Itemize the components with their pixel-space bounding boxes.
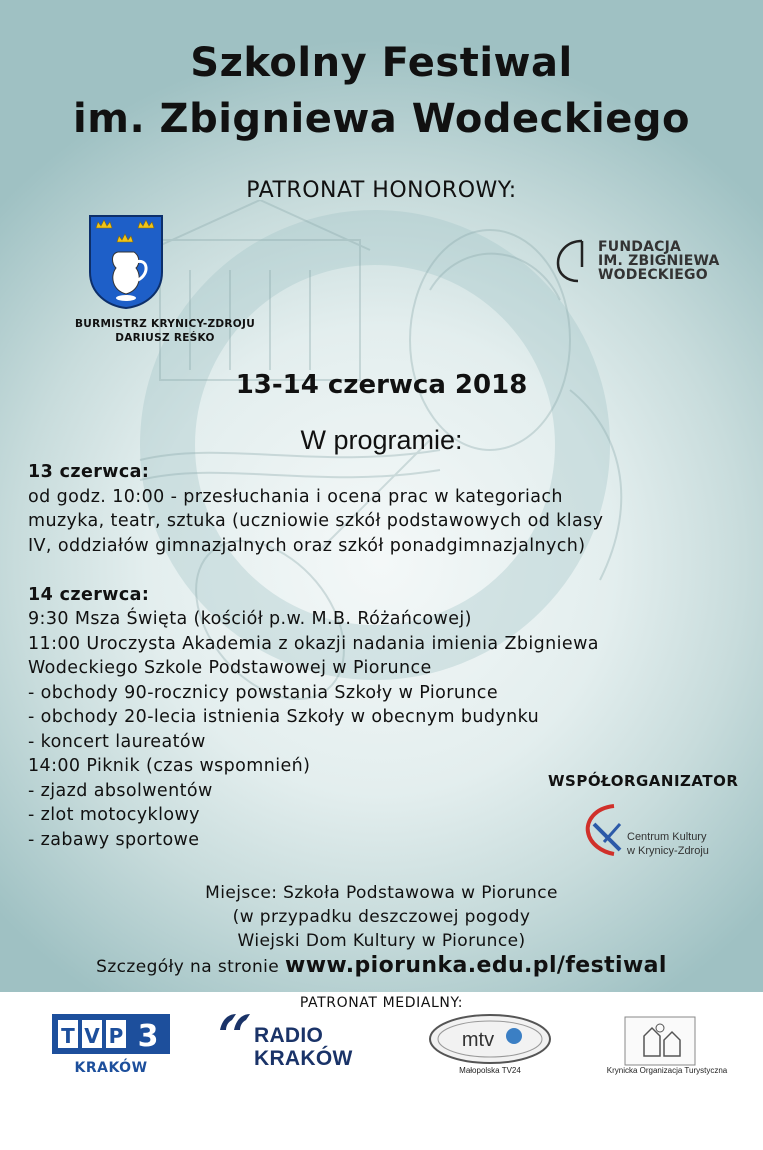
day1-line: IV, oddziałów gimnazjalnych oraz szkół ponadgimnazjalnych) bbox=[28, 535, 586, 556]
mtv24-label: Małopolska TV24 bbox=[459, 1066, 521, 1075]
day2-line: - koncert laureatów bbox=[28, 731, 206, 752]
svg-text:V: V bbox=[84, 1024, 100, 1048]
day2-line: 14:00 Piknik (czas wspomnień) bbox=[28, 756, 311, 776]
details-prefix: Szczegóły na stronie bbox=[96, 957, 280, 977]
honorary-patronage-heading: PATRONAT HONOROWY: bbox=[246, 178, 517, 203]
day2-line: - zlot motocyklowy bbox=[28, 805, 200, 825]
svg-text:P: P bbox=[108, 1024, 124, 1048]
centrum-line2: w Krynicy-Zdroju bbox=[627, 845, 709, 857]
foundation-name bbox=[598, 240, 720, 282]
mayor-name: DARIUSZ REŚKO bbox=[115, 332, 215, 344]
krynica-crest-icon bbox=[88, 214, 164, 310]
radio-krakow-name bbox=[254, 1024, 353, 1070]
svg-text:mtv: mtv bbox=[461, 1029, 495, 1051]
venue-line: Wiejski Dom Kultury w Piorunce) bbox=[237, 931, 526, 951]
centrum-kultury-logo-icon bbox=[580, 802, 624, 858]
krynicka-organizacja-logo-icon bbox=[624, 1016, 696, 1066]
day2-line: 11:00 Uroczysta Akademia z okazji nadania imienia Zbigniewa bbox=[28, 633, 599, 654]
festival-title-line1: Szkolny Festiwal bbox=[190, 40, 573, 86]
mtv24-logo-icon bbox=[428, 1012, 552, 1066]
foundation-line3: WODECKIEGO bbox=[598, 267, 708, 283]
svg-text:T: T bbox=[61, 1024, 75, 1048]
radio-line1: RADIO bbox=[254, 1024, 324, 1047]
krynicka-organizacja-label: Krynicka Organizacja Turystyczna bbox=[606, 1066, 728, 1075]
radio-krakow-logo bbox=[218, 1012, 378, 1076]
day1-line: od godz. 10:00 - przesłuchania i ocena prac w kategoriach bbox=[28, 486, 563, 507]
program-heading: W programie: bbox=[300, 425, 463, 455]
venue-info bbox=[0, 881, 763, 953]
foundation-logo-icon bbox=[556, 237, 596, 283]
festival-title-line2: im. Zbigniewa Wodeckiego bbox=[73, 96, 690, 142]
tvp3-krakow-logo bbox=[52, 1014, 170, 1078]
section-spacer bbox=[28, 558, 748, 583]
day2-line: - obchody 90-rocznicy powstania Szkoły w Piorunce bbox=[28, 682, 498, 703]
tvp3-logo-icon bbox=[52, 1014, 170, 1054]
day2-line: 9:30 Msza Święta (kościół p.w. M.B. Różańcowej) bbox=[28, 609, 472, 629]
day1-line: muzyka, teatr, sztuka (uczniowie szkół podstawowych od klasy bbox=[28, 511, 604, 531]
svg-text:3: 3 bbox=[137, 1019, 159, 1054]
mayor-caption bbox=[60, 317, 270, 345]
day1-heading: 13 czerwca: bbox=[28, 462, 150, 482]
venue-line: Miejsce: Szkoła Podstawowa w Piorunce bbox=[205, 883, 558, 903]
venue-line: (w przypadku deszczowej pogody bbox=[232, 907, 531, 927]
program-body bbox=[28, 460, 748, 852]
festival-url-link[interactable]: www.piorunka.edu.pl/festiwal bbox=[284, 953, 667, 978]
co-organizer-heading: WSPÓŁORGANIZATOR bbox=[548, 772, 739, 790]
day2-line: - obchody 20-lecia istnienia Szkoły w obecnym budynku bbox=[28, 707, 540, 727]
mayor-title: BURMISTRZ KRYNICY-ZDROJU bbox=[74, 318, 256, 330]
details-line bbox=[0, 953, 763, 978]
tvp3-label: KRAKÓW bbox=[74, 1060, 148, 1076]
day2-heading: 14 czerwca: bbox=[28, 584, 150, 605]
foundation-line2: IM. ZBIGNIEWA bbox=[598, 253, 720, 269]
day2-line: - zabawy sportowe bbox=[28, 829, 200, 850]
radio-quote-icon bbox=[218, 1012, 252, 1032]
festival-dates: 13-14 czerwca 2018 bbox=[235, 370, 528, 400]
foundation-line1: FUNDACJA bbox=[598, 239, 682, 255]
radio-line2: KRAKÓW bbox=[254, 1047, 353, 1070]
centrum-kultury-name bbox=[627, 830, 709, 858]
day2-line: - zjazd absolwentów bbox=[28, 780, 213, 801]
media-patronage-heading: PATRONAT MEDIALNY: bbox=[299, 995, 464, 1011]
day2-line: Wodeckiego Szkole Podstawowej w Piorunce bbox=[28, 658, 432, 678]
centrum-line1: Centrum Kultury bbox=[627, 831, 707, 843]
